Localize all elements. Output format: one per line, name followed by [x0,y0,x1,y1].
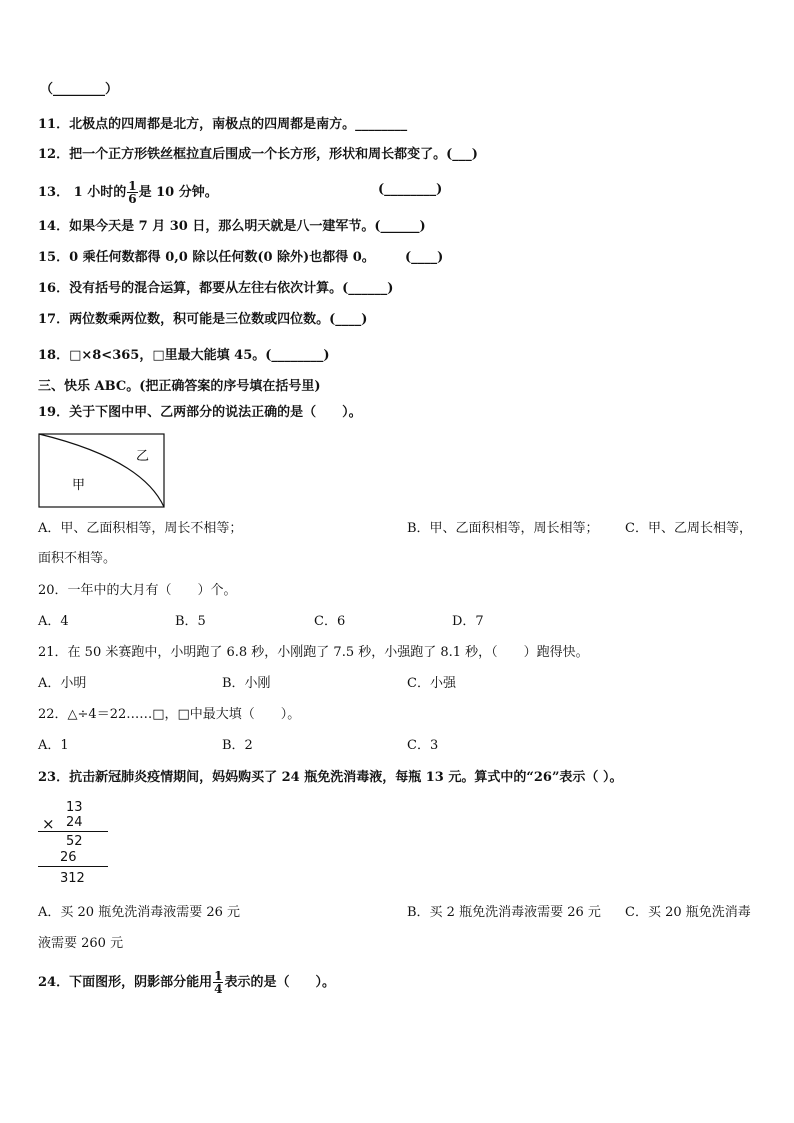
q19-rectangle [39,434,164,507]
q20-option-d[interactable]: D．7 [452,614,484,629]
section-3-heading: 三、快乐 ABC。(把正确答案的序号填在括号里) [38,379,321,394]
q23-option-a[interactable]: A．买 20 瓶免洗消毒液需要 26 元 [38,905,241,920]
question-14: 14．如果今天是 7 月 30 日，那么明天就是八一建军节。(______) [38,219,426,234]
question-12: 12．把一个正方形铁丝框拉直后围成一个长方形，形状和周长都变了。(___) [38,147,478,162]
question-23: 23．抗击新冠肺炎疫情期间，妈妈购买了 24 瓶免洗消毒液，每瓶 13 元。算式中的“26”表示（ ）。 [38,770,623,785]
q24-suffix: 表示的是（ ）。 [224,975,335,990]
q22-option-c[interactable]: C．3 [407,738,439,753]
mult-partial-2: 26 [60,850,77,865]
mult-line-1 [38,831,108,832]
q13-fraction [127,180,137,205]
q19-figure [38,433,166,509]
q20-option-c[interactable]: C．6 [314,614,346,629]
q13-prefix: 13． 1 小时的 [38,185,127,200]
q24-prefix: 24．下面图形，阴影部分能用 [38,975,213,990]
question-20: 20．一年中的大月有（ ）个。 [38,583,237,598]
q13-suffix: 是 10 分钟。 [138,185,218,200]
q13-answer-blank[interactable]: (________) [378,182,443,197]
question-18: 18．□×8<365，□里最大能填 45。(________) [38,348,330,363]
q20-option-b[interactable]: B．5 [175,614,206,629]
question-13 [38,180,218,205]
mult-line-2 [38,866,108,867]
q13-frac-num: 1 [128,179,137,193]
question-19: 19．关于下图中甲、乙两部分的说法正确的是（ ）。 [38,405,362,420]
q24-frac-num: 1 [214,969,223,983]
carry-over-blank[interactable]: （________） [40,82,119,97]
q21-option-b[interactable]: B．小刚 [222,676,271,691]
q21-option-c[interactable]: C．小强 [407,676,456,691]
q19-label-yi: 乙 [136,449,150,464]
q19-label-jia: 甲 [72,478,86,493]
q19-option-c[interactable]: C．甲、乙周长相等， [625,521,752,536]
question-24 [38,970,335,995]
mult-partial-1: 52 [66,834,83,849]
q19-option-c-continued: 面积不相等。 [38,551,117,566]
mult-result: 312 [60,871,85,886]
q19-option-a[interactable]: A．甲、乙面积相等，周长不相等； [38,521,243,536]
question-22: 22．△÷4＝22……□，□中最大填（ ）。 [38,707,301,722]
mult-multiplicand: 13 [66,800,83,815]
question-11: 11．北极点的四周都是北方，南极点的四周都是南方。________ [38,117,408,132]
mult-times-sign: × [42,815,55,833]
question-21: 21．在 50 米赛跑中，小明跑了 6.8 秒，小刚跑了 7.5 秒，小强跑了 8.1 秒，（ ）跑得快。 [38,645,589,660]
q24-fraction [213,970,223,995]
q24-frac-den: 4 [214,982,223,996]
q23-option-c-continued: 液需要 260 元 [38,936,124,951]
q22-option-a[interactable]: A．1 [38,738,69,753]
q20-option-a[interactable]: A．4 [38,614,69,629]
q22-option-b[interactable]: B．2 [222,738,253,753]
question-17: 17．两位数乘两位数，积可能是三位数或四位数。(____) [38,312,368,327]
q23-option-c[interactable]: C．买 20 瓶免洗消毒 [625,905,751,920]
question-15: 15．0 乘任何数都得 0,0 除以任何数(0 除外)也都得 0。 [38,250,375,265]
q23-vertical-multiplication [38,800,108,890]
question-16: 16．没有括号的混合运算，都要从左往右依次计算。(______) [38,281,394,296]
q15-answer-blank[interactable]: (____) [405,250,444,265]
q23-option-b[interactable]: B．买 2 瓶免洗消毒液需要 26 元 [407,905,601,920]
q21-option-a[interactable]: A．小明 [38,676,87,691]
q13-frac-den: 6 [128,192,137,206]
q19-option-b[interactable]: B．甲、乙面积相等，周长相等； [407,521,599,536]
mult-multiplier: 24 [66,815,83,830]
